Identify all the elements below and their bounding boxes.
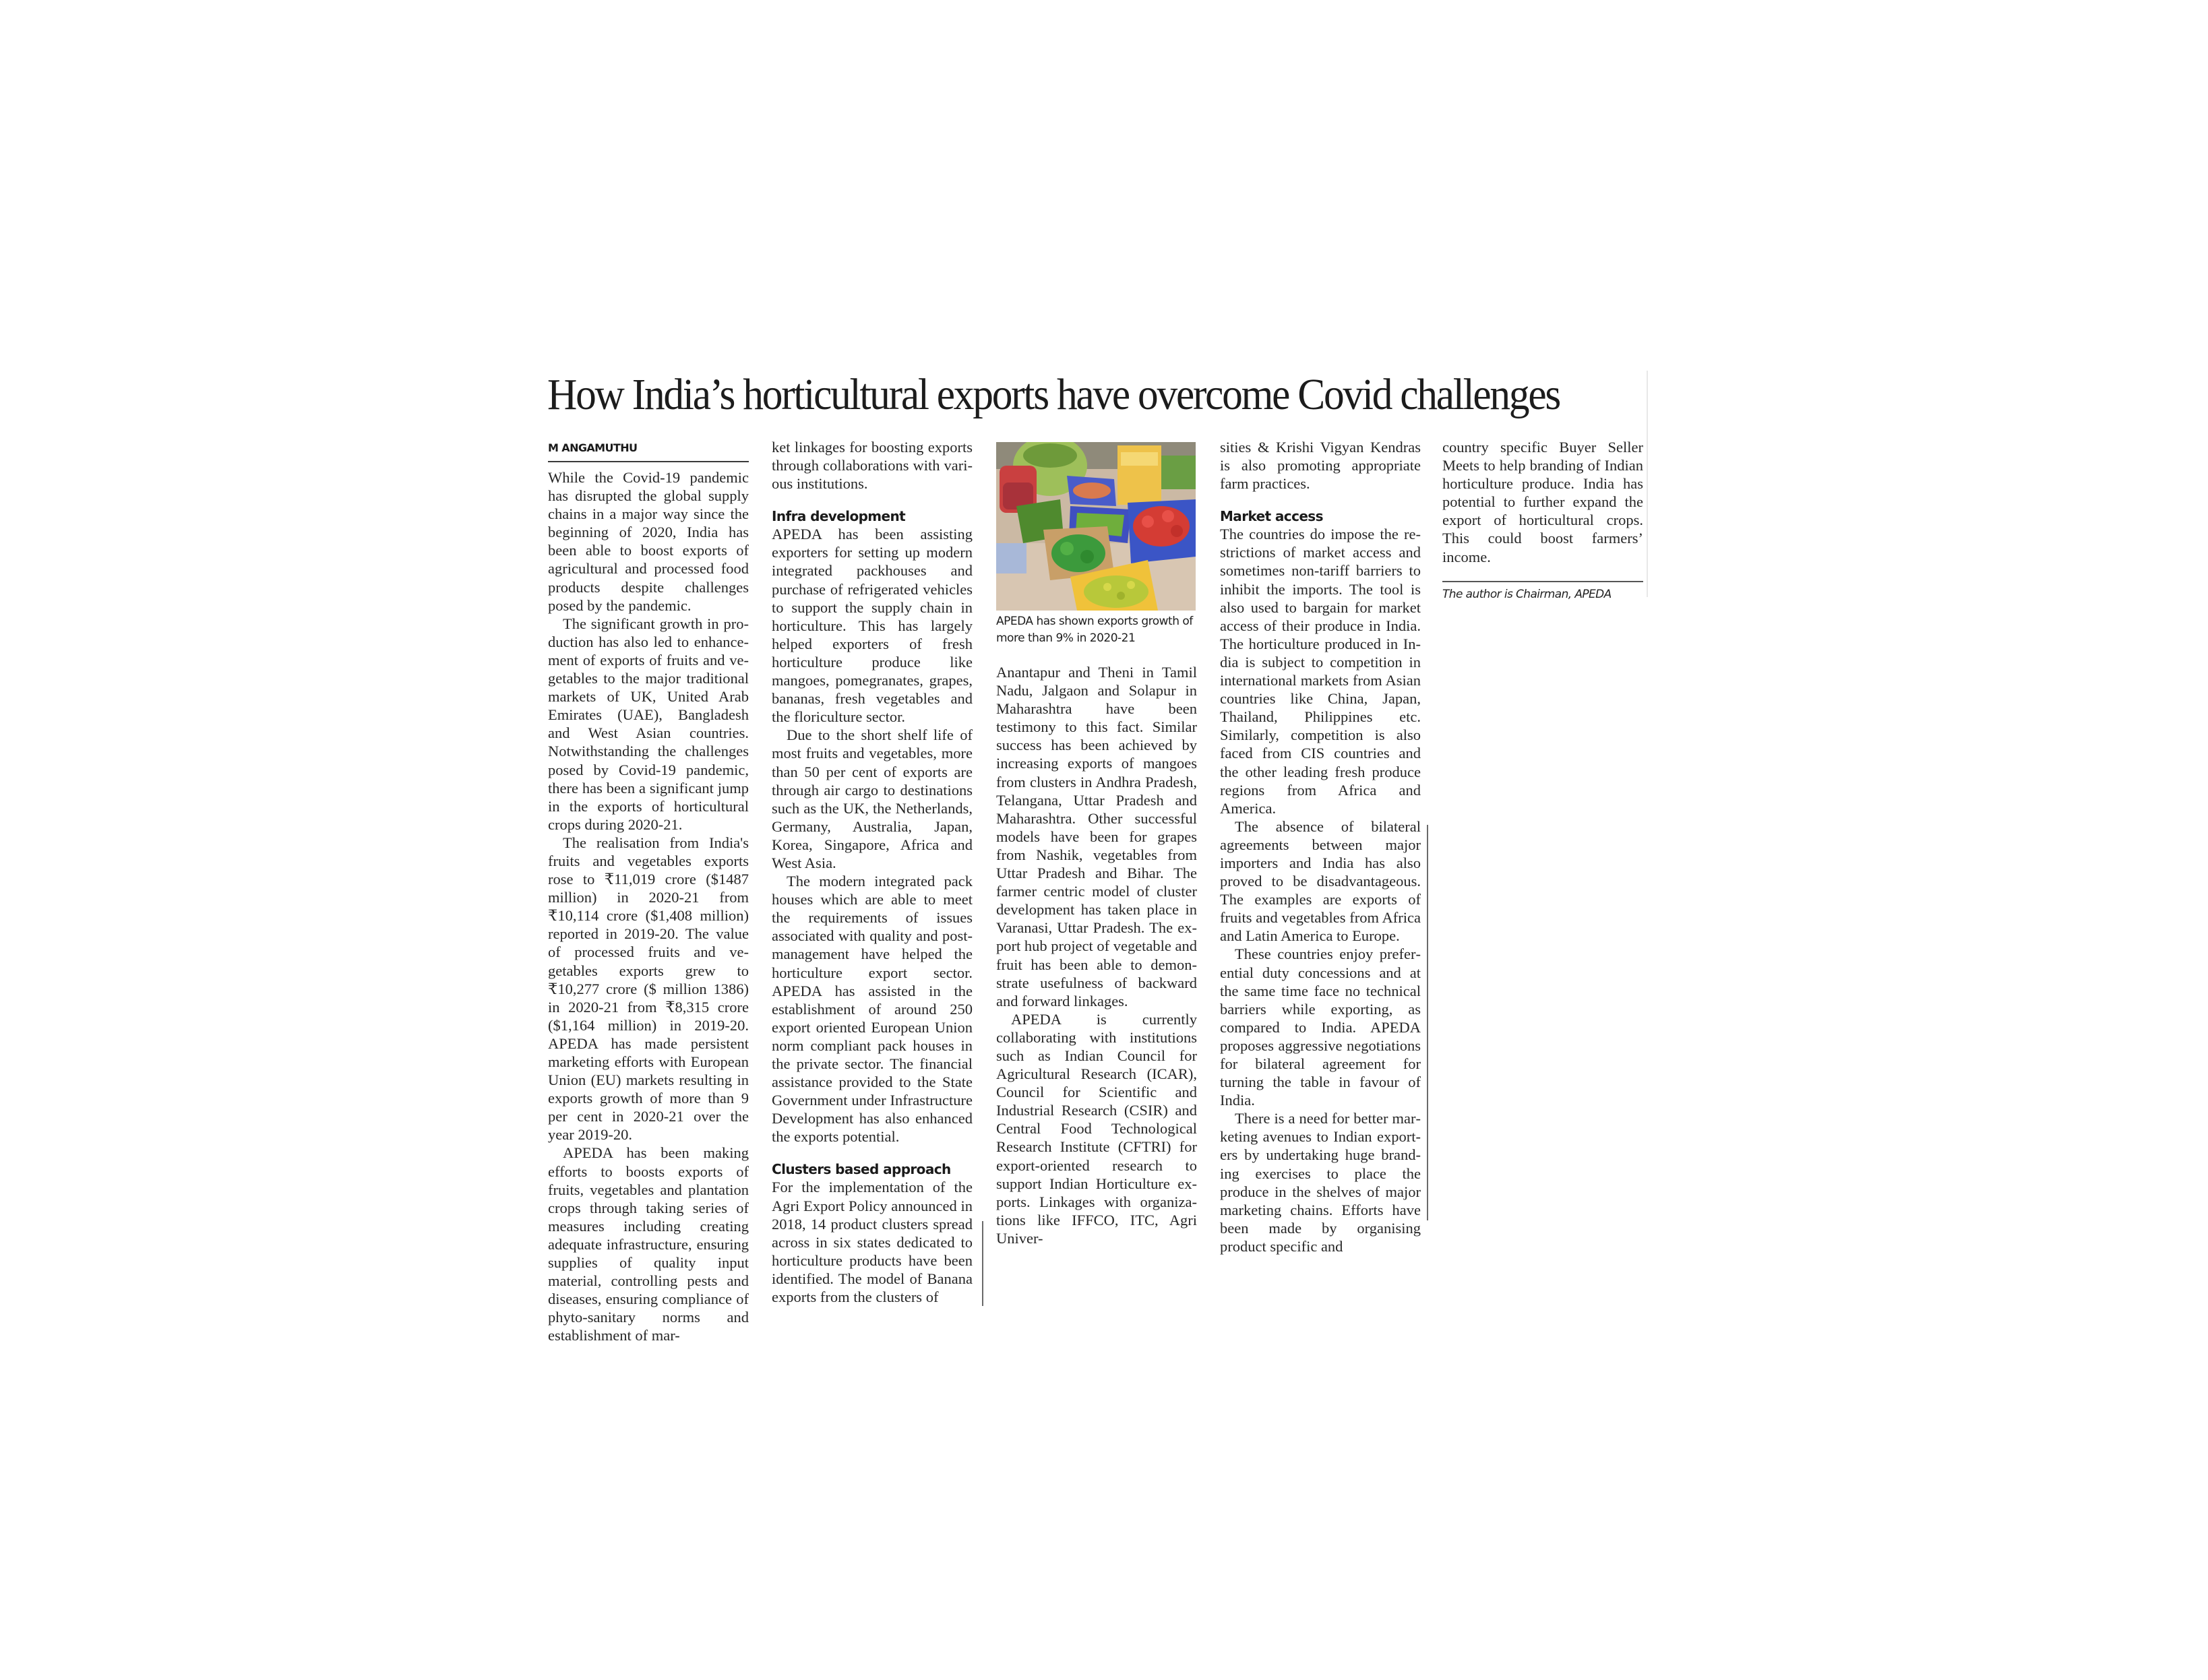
article-column-4 bbox=[1220, 438, 1421, 1255]
subhead-clusters-based-approach: Clusters based approach bbox=[772, 1161, 951, 1178]
article-column-1 bbox=[548, 438, 749, 1345]
paragraph: While the Covid-19 pandemic has disrupted the global supply chains in a major way since the beginning of 2020, India has been able to boost exports of agricultural and processed food products despite challenges posed by the pandemic. bbox=[548, 469, 749, 614]
subhead-market-access: Market access bbox=[1220, 508, 1323, 525]
article-column-3 bbox=[996, 438, 1197, 1247]
column-rule bbox=[982, 1221, 983, 1306]
paragraph: ket linkages for boosting exports through collaborations with various institutions. bbox=[772, 439, 973, 493]
paragraph: APEDA has been making efforts to boosts exports of fruits, vegetables and plantation crops through taking series of measures including creating adequate infrastructure, ensuring supplies of quality input material, controlling pests and diseases, ensuring compliance of phyto-sanitary norms and establishment of mar- bbox=[548, 1144, 749, 1344]
paragraph: The realisation from India's fruits and vegetables exports rose to ₹11,019 crore ($1487 million) in 2020-21 from ₹10,114 crore ($1,408 million) reported in 2019-20. The value of processed fruits and vegetables exports grew to ₹10,277 crore ($ million 1386) in 2020-21 from ₹8,315 crore ($1,164 million) in 2019-20. APEDA has made persistent marketing efforts with European Union (EU) markets resulting in exports growth of more than 9 per cent in 2020-21 over the year 2019-20. bbox=[548, 834, 749, 1144]
paragraph: For the implementation of the Agri Export Policy announced in 2018, 14 product clusters spread across in six states dedicated to horticulture products have been identified. The model of Banana exports from the clusters of bbox=[772, 1179, 973, 1306]
author-divider bbox=[1442, 581, 1643, 582]
paragraph: These countries enjoy preferential duty concessions and at the same time face no technical barriers while exporting, as compared to India. APEDA proposes aggressive negotiations for bilateral agreement for turning the table in favour of India. bbox=[1220, 945, 1421, 1109]
article-column-2 bbox=[772, 438, 973, 1306]
subhead-infra-development: Infra development bbox=[772, 508, 906, 525]
author-note: The author is Chairman, APEDA bbox=[1442, 587, 1612, 601]
article-column-5 bbox=[1442, 438, 1643, 602]
photo-caption: APEDA has shown exports growth of more than 9% in 2020-21 bbox=[996, 615, 1193, 645]
column-rule bbox=[1427, 825, 1428, 1220]
paragraph: APEDA is currently collaborating with institutions such as Indian Council for Agricultural Research (ICAR), Council for Scientific and Industrial Research (CSIR) and Central Food Technological Research Institute (CFTRI) for export-oriented research to support Indian Horticulture exports. Linkages with organizations like IFFCO, ITC, Agri Univer- bbox=[996, 1010, 1197, 1247]
paragraph: There is a need for better marketing avenues to Indian exporters by undertaking huge branding exercises to place the produce in the shelves of major marketing chains. Efforts have been made by organising product specific and bbox=[1220, 1110, 1421, 1255]
paragraph: Anantapur and Theni in Tamil Nadu, Jalgaon and Solapur in Maharashtra have been testimony to this fact. Similar success has been achieved by increasing exports of mangoes from clusters in Andhra Pradesh, Telangana, Uttar Pradesh and Maharashtra. Other successful models have been for grapes from Nashik, vegetables from Uttar Pradesh and Bihar. The farmer centric model of cluster development has taken place in Varanasi, Uttar Pradesh. The export hub project of vegetable and fruit has been able to demonstrate usefulness of backward and forward linkages. bbox=[996, 664, 1198, 1009]
paragraph: country specific Buyer Seller Meets to help branding of Indian horticulture produce. India has potential to further expand the export of horticultural crops. This could boost farmers’ income. bbox=[1442, 439, 1643, 565]
paragraph: The modern integrated pack houses which are able to meet the requirements of issues associated with quality and post-management have helped the horticulture export sector. APEDA has assisted in the establishment of around 250 export oriented European Union norm compliant pack houses in the private sector. The financial assistance provided to the State Government under Infrastructure Development has also enhanced the exports potential. bbox=[772, 873, 973, 1146]
paragraph: APEDA has been assisting exporters for setting up modern integrated packhouses and purchase of refrigerated vehicles to support the supply chain in horticulture. This has largely helped exporters of fresh horticulture produce like mangoes, pomegranates, grapes, bananas, fresh vegetables and the floriculture sector. bbox=[772, 526, 973, 726]
article-photo-produce-crates bbox=[996, 442, 1196, 611]
produce-photo-illustration bbox=[996, 442, 1196, 611]
paragraph: The countries do impose the restrictions of market access and sometimes non-tariff barriers to inhibit the imports. The tool is also used to bargain for market access of their produce in India. The horticulture produced in India is subject to competition in international markets from Asian countries like China, Japan, Thailand, Philippines etc. Similarly, competition is also faced from CIS countries and the other leading fresh produce regions from Africa and America. bbox=[1220, 526, 1421, 817]
paragraph: The absence of bilateral agreements between major importers and India has also proved to be disadvantageous. The examples are exports of fruits and vegetables from Africa and Latin America to Europe. bbox=[1220, 817, 1421, 945]
paragraph: sities & Krishi Vigyan Kendras is also promoting appropriate farm practices. bbox=[1220, 439, 1421, 493]
paragraph: The significant growth in production has also led to enhancement of exports of fruits and vegetables to the major traditional markets of UK, United Arab Emirates (UAE), Bangladesh and West Asian countries. Notwithstanding the challenges posed by Covid-19 pandemic, there has been a significant jump in the exports of horticultural crops during 2020-21. bbox=[548, 615, 749, 833]
byline: M ANGAMUTHU bbox=[548, 438, 749, 462]
clipping-right-border bbox=[1647, 371, 1648, 597]
article-headline: How India’s horticultural exports have overcome Covid challenges bbox=[547, 370, 1560, 419]
paragraph: Due to the short shelf life of most fruits and vegetables, more than 50 per cent of exports are through air cargo to destinations such as the UK, the Netherlands, Germany, Australia, Japan, Korea, Singapore, Africa and West Asia. bbox=[772, 726, 973, 871]
